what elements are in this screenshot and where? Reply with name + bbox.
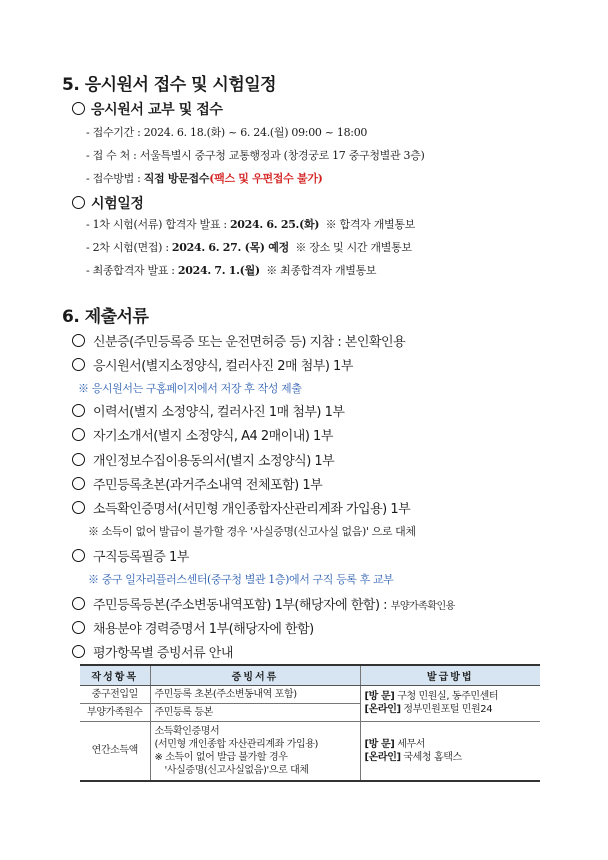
section6-title: 6. 제출서류 [62, 307, 149, 327]
column-header: 작성항목 [80, 665, 150, 685]
list-item: 평가항목별 증빙서류 안내 [72, 642, 233, 661]
circle-bullet-icon [72, 196, 85, 209]
list-item: 주민등록초본(과거주소내역 전체포함) 1부 [72, 474, 322, 493]
evidence-table [80, 664, 540, 782]
application-heading: 응시원서 교부 및 접수 [72, 99, 223, 119]
list-item: 구직등록필증 1부 [72, 546, 189, 565]
column-header: 증빙서류 [150, 665, 360, 685]
list-item: 이력서(별지 소정양식, 컬러사진 1매 첨부) 1부 [72, 401, 344, 420]
note-homepage: ※ 응시원서는 구홈페이지에서 저장 후 작성 제출 [78, 382, 302, 395]
column-header: 발급방법 [360, 665, 540, 685]
table-cell-doc: 주민등록 초본(주소변동내역 포함) [150, 685, 360, 703]
schedule-heading: 시험일정 [72, 193, 144, 213]
circle-bullet-icon [72, 358, 85, 371]
application-method: - 접수방법 : 직접 방문접수(팩스 및 우편접수 불가) [86, 172, 323, 185]
application-period: - 접수기간 : 2024. 6. 18.(화) ~ 6. 24.(월) 09:00 ~ 18:00 [86, 126, 368, 139]
circle-bullet-icon [72, 102, 85, 115]
list-item: 자기소개서(별지 소정양식, A4 2매이내) 1부 [72, 425, 333, 444]
schedule-final: - 최종합격자 발표 : 2024. 7. 1.(월) ※ 최종합격자 개별통보 [86, 264, 377, 277]
schedule-first: - 1차 시험(서류) 합격자 발표 : 2024. 6. 25.(화) ※ 합격자 개별통보 [86, 218, 415, 231]
circle-bullet-icon [72, 597, 85, 610]
list-item: 소득확인증명서(서민형 개인종합자산관리계좌 가입용) 1부 [72, 498, 410, 517]
table-cell-item: 중구전입일 [80, 685, 150, 703]
table-cell-doc: 주민등록 등본 [150, 703, 360, 721]
table-cell-method: [방 문] 세무서 [온라인] 국세청 홈택스 [360, 721, 540, 781]
table-row [80, 685, 540, 703]
application-place: - 접 수 처 : 서울특별시 중구청 교통행정과 (창경궁로 17 중구청별관 3층) [86, 149, 425, 162]
table-cell-item: 연간소득액 [80, 721, 150, 781]
circle-bullet-icon [72, 334, 85, 347]
note-jobcenter: ※ 중구 일자리플러스센터(중구청 별관 1층)에서 구직 등록 후 교부 [88, 573, 394, 586]
section5-title: 5. 응시원서 접수 및 시험일정 [62, 75, 277, 95]
list-item: 개인정보수집이용동의서(별지 소정양식) 1부 [72, 450, 334, 469]
list-item: 채용분야 경력증명서 1부(해당자에 한함) [72, 618, 314, 637]
circle-bullet-icon [72, 404, 85, 417]
list-item: 신분증(주민등록증 또는 운전면허증 등) 지참 : 본인확인용 [72, 331, 405, 350]
circle-bullet-icon [72, 477, 85, 490]
list-item: 응시원서(별지소정양식, 컬러사진 2매 첨부) 1부 [72, 355, 353, 374]
circle-bullet-icon [72, 453, 85, 466]
circle-bullet-icon [72, 501, 85, 514]
circle-bullet-icon [72, 549, 85, 562]
table-row [80, 721, 540, 781]
list-item: 주민등록등본(주소변동내역포함) 1부(해당자에 한함) : 부양가족확인용 [72, 594, 455, 613]
circle-bullet-icon [72, 428, 85, 441]
table-header-row [80, 665, 540, 685]
table-cell-doc: 소득확인증명서 (서민형 개인종합 자산관리계좌 가입용) ※ 소득이 없어 발급 불가할 경우 '사실증명(신고사실없음)'으로 대체 [150, 721, 360, 781]
circle-bullet-icon [72, 645, 85, 658]
table-cell-item: 부양가족원수 [80, 703, 150, 721]
table-cell-method: [방 문] 구청 민원실, 동주민센터 [온라인] 정부민원포털 민원24 [360, 685, 540, 721]
note-income: ※ 소득이 없어 발급이 불가할 경우 '사실증명(신고사실 없음)' 으로 대체 [88, 525, 416, 538]
circle-bullet-icon [72, 621, 85, 634]
schedule-second: - 2차 시험(면접) : 2024. 6. 27. (목) 예정 ※ 장소 및 시간 개별통보 [86, 241, 412, 254]
